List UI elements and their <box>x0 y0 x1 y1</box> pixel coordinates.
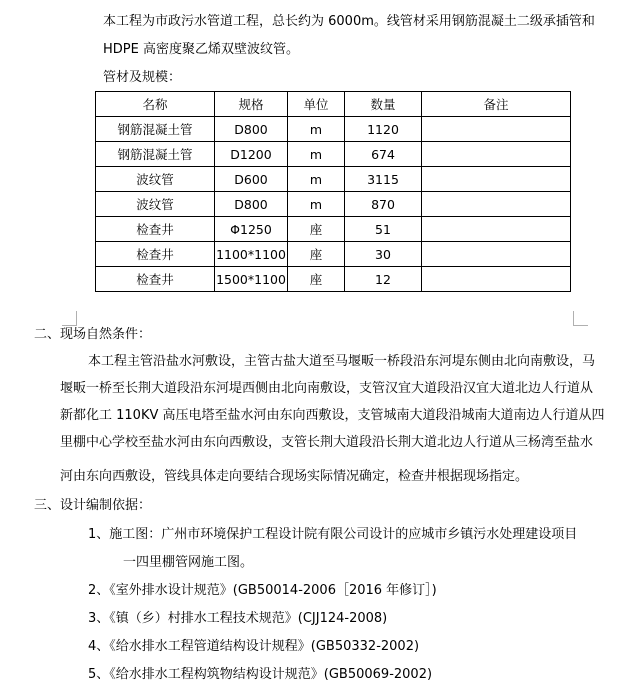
cell-remark <box>422 267 571 292</box>
cell-spec: 1100*1100 <box>215 242 288 267</box>
header-name: 名称 <box>96 92 215 117</box>
cell-spec: D800 <box>215 192 288 217</box>
cell-name: 钢筋混凝土管 <box>96 142 215 167</box>
basis-item-2: 2、《室外排水设计规范》(GB50014-2006［2016 年修订］) <box>88 583 437 598</box>
cell-remark <box>422 242 571 267</box>
cell-spec: D800 <box>215 117 288 142</box>
basis-item-4: 4、《给水排水工程管道结构设计规程》(GB50332-2002) <box>88 639 420 654</box>
cell-name: 检查井 <box>96 217 215 242</box>
basis-item-3: 3、《镇（乡）村排水工程技术规范》(CJJ124-2008) <box>88 611 388 626</box>
section2-line-2: 堰畈一桥至长荆大道段沿东河堤西侧由北向南敷设，支管汉宜大道段沿汉宜大道北边人行道从 <box>60 381 594 396</box>
section3-heading: 三、设计编制依据： <box>34 498 152 513</box>
cell-unit: m <box>288 142 345 167</box>
cell-name: 钢筋混凝土管 <box>96 117 215 142</box>
cell-name: 波纹管 <box>96 192 215 217</box>
cell-name: 检查井 <box>96 242 215 267</box>
basis-item-1: 1、施工图：广州市环境保护工程设计院有限公司设计的应城市乡镇污水处理建设项目 <box>88 527 578 542</box>
basis-item-5: 5、《给水排水工程构筑物结构设计规范》(GB50069-2002) <box>88 667 433 682</box>
cell-unit: 座 <box>288 217 345 242</box>
section2-heading: 二、现场自然条件： <box>34 327 152 342</box>
header-remark: 备注 <box>422 92 571 117</box>
cell-spec: D600 <box>215 167 288 192</box>
section2-line-4: 里棚中心学校至盐水河由东向西敷设，支管长荆大道段沿长荆大道北边人行道从三杨湾至盐水 <box>60 435 594 450</box>
cell-remark <box>422 167 571 192</box>
cell-remark <box>422 117 571 142</box>
page-corner-mark-right <box>573 311 588 326</box>
cell-unit: 座 <box>288 242 345 267</box>
cell-unit: 座 <box>288 267 345 292</box>
cell-quantity: 12 <box>345 267 422 292</box>
cell-remark <box>422 142 571 167</box>
section2-line-1: 本工程主管沿盐水河敷设，主管古盐大道至马堰畈一桥段沿东河堤东侧由北向南敷设，马 <box>88 354 596 369</box>
table-row <box>96 142 571 167</box>
intro-line-2: HDPE 高密度聚乙烯双壁波纹管。 <box>103 42 299 57</box>
cell-remark <box>422 217 571 242</box>
cell-unit: m <box>288 117 345 142</box>
cell-remark <box>422 192 571 217</box>
table-row <box>96 217 571 242</box>
cell-unit: m <box>288 167 345 192</box>
cell-name: 波纹管 <box>96 167 215 192</box>
header-unit: 单位 <box>288 92 345 117</box>
section2-line-5: 河由东向西敷设，管线具体走向要结合现场实际情况确定，检查井根据现场指定。 <box>60 469 529 484</box>
intro-line-1: 本工程为市政污水管道工程，总长约为 6000m。线管材采用钢筋混凝土二级承插管和 <box>103 14 595 29</box>
page-corner-mark-left <box>62 311 77 326</box>
table-row <box>96 117 571 142</box>
table-row <box>96 242 571 267</box>
cell-unit: m <box>288 192 345 217</box>
cell-quantity: 1120 <box>345 117 422 142</box>
cell-quantity: 870 <box>345 192 422 217</box>
table-header-row <box>96 92 571 117</box>
section2-line-3: 新都化工 110KV 高压电塔至盐水河由东向西敷设，支管城南大道段沿城南大道南边人行道从四 <box>60 408 605 423</box>
basis-item-1-cont: 一四里棚管网施工图。 <box>123 555 254 570</box>
header-quantity: 数量 <box>345 92 422 117</box>
table-row <box>96 167 571 192</box>
table-caption: 管材及规模： <box>103 70 182 85</box>
cell-quantity: 674 <box>345 142 422 167</box>
cell-spec: Φ1250 <box>215 217 288 242</box>
cell-quantity: 3115 <box>345 167 422 192</box>
pipe-spec-table <box>95 91 571 292</box>
cell-quantity: 51 <box>345 217 422 242</box>
header-spec: 规格 <box>215 92 288 117</box>
cell-spec: D1200 <box>215 142 288 167</box>
cell-spec: 1500*1100 <box>215 267 288 292</box>
table-row <box>96 192 571 217</box>
cell-quantity: 30 <box>345 242 422 267</box>
cell-name: 检查井 <box>96 267 215 292</box>
table-row <box>96 267 571 292</box>
